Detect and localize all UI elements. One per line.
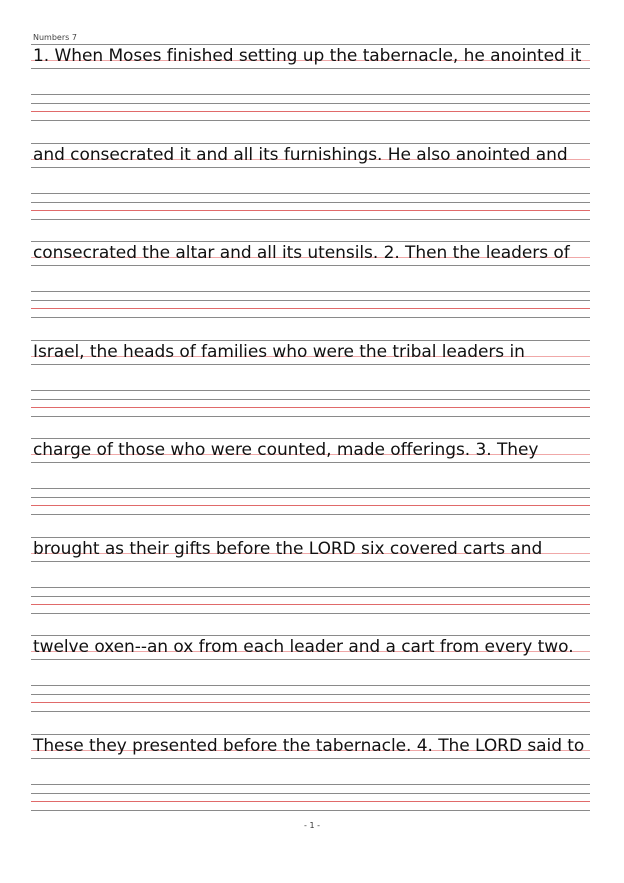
guide-rule xyxy=(31,587,590,588)
guide-rule xyxy=(31,94,590,95)
guide-rule xyxy=(31,793,590,794)
guide-rule xyxy=(31,103,590,104)
guide-rule xyxy=(31,497,590,498)
baseline-rule xyxy=(31,505,590,506)
practice-line-block xyxy=(31,438,590,518)
practice-line-block xyxy=(31,635,590,715)
guide-rule xyxy=(31,68,590,69)
guide-rule xyxy=(31,317,590,318)
baseline-rule xyxy=(31,407,590,408)
practice-line-block xyxy=(31,241,590,321)
guide-rule xyxy=(31,416,590,417)
guide-rule xyxy=(31,291,590,292)
practice-line-block xyxy=(31,143,590,223)
guide-rule xyxy=(31,202,590,203)
practice-text-line: brought as their gifts before the LORD six covered carts and xyxy=(33,539,543,559)
guide-rule xyxy=(31,514,590,515)
guide-rule xyxy=(31,613,590,614)
guide-rule xyxy=(31,167,590,168)
guide-rule xyxy=(31,685,590,686)
practice-text-line: charge of those who were counted, made offerings. 3. They xyxy=(33,440,539,460)
baseline-rule xyxy=(31,702,590,703)
practice-text-line: consecrated the altar and all its utensils. 2. Then the leaders of xyxy=(33,243,570,263)
baseline-rule xyxy=(31,801,590,802)
guide-rule xyxy=(31,390,590,391)
practice-text-line: These they presented before the tabernacle. 4. The LORD said to xyxy=(33,736,585,756)
guide-rule xyxy=(31,488,590,489)
page-header: Numbers 7 xyxy=(33,33,77,42)
baseline-rule xyxy=(31,308,590,309)
baseline-rule xyxy=(31,210,590,211)
guide-rule xyxy=(31,659,590,660)
practice-line-block xyxy=(31,537,590,617)
baseline-rule xyxy=(31,111,590,112)
guide-rule xyxy=(31,810,590,811)
guide-rule xyxy=(31,265,590,266)
guide-rule xyxy=(31,711,590,712)
guide-rule xyxy=(31,462,590,463)
practice-line-block xyxy=(31,44,590,124)
practice-text-line: twelve oxen--an ox from each leader and a cart from every two. xyxy=(33,637,574,657)
practice-text-line: and consecrated it and all its furnishings. He also anointed and xyxy=(33,145,568,165)
guide-rule xyxy=(31,561,590,562)
guide-rule xyxy=(31,758,590,759)
baseline-rule xyxy=(31,604,590,605)
guide-rule xyxy=(31,596,590,597)
guide-rule xyxy=(31,694,590,695)
guide-rule xyxy=(31,364,590,365)
practice-text-line: 1. When Moses finished setting up the tabernacle, he anointed it xyxy=(33,46,582,66)
guide-rule xyxy=(31,399,590,400)
guide-rule xyxy=(31,219,590,220)
guide-rule xyxy=(31,784,590,785)
guide-rule xyxy=(31,120,590,121)
practice-text-line: Israel, the heads of families who were the tribal leaders in xyxy=(33,342,525,362)
practice-line-block xyxy=(31,734,590,814)
page-number: - 1 - xyxy=(304,821,320,830)
guide-rule xyxy=(31,193,590,194)
guide-rule xyxy=(31,300,590,301)
practice-line-block xyxy=(31,340,590,420)
